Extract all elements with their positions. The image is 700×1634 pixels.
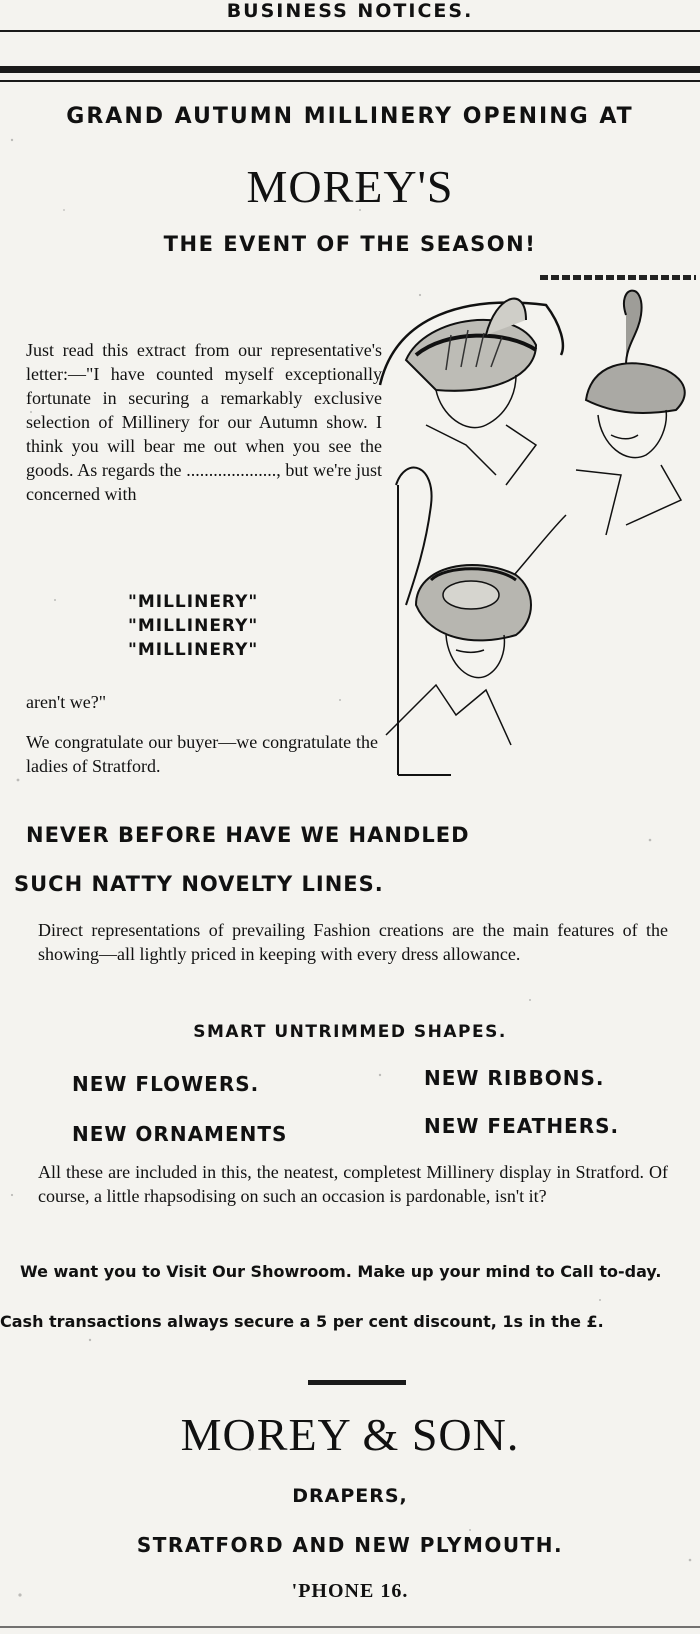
headline-store-name: MOREY'S	[246, 161, 454, 212]
footer-trade: DRAPERS,	[292, 1485, 408, 1507]
footer-phone: 'PHONE 16.	[291, 1580, 409, 1602]
millinery-line-3: "MILLINERY"	[128, 640, 259, 660]
untrimmed-shapes-heading: SMART UNTRIMMED SHAPES.	[193, 1022, 507, 1042]
headline-opening: GRAND AUTUMN MILLINERY OPENING AT	[66, 104, 634, 129]
cash-discount-line: Cash transactions always secure a 5 per cent discount, 1s in the £.	[0, 1312, 604, 1331]
direct-representations-paragraph: Direct representations of prevailing Fashion creations are the main features of the showing—all lightly priced in keeping with every dress allowance.	[38, 920, 668, 964]
bottom-rule	[0, 1626, 700, 1628]
headline-tagline: THE EVENT OF THE SEASON!	[163, 232, 537, 256]
new-ornaments-label: NEW ORNAMENTS	[72, 1122, 288, 1146]
visit-showroom-line: We want you to Visit Our Showroom. Make up your mind to Call to-day.	[20, 1262, 662, 1281]
millinery-line-2: "MILLINERY"	[128, 616, 259, 636]
display-paragraph: All these are included in this, the neatest, completest Millinery display in Stratford. Of course, a little rhapsodising on such an occasion is pardonable, isn't it?	[38, 1162, 668, 1206]
millinery-line-1: "MILLINERY"	[128, 592, 259, 612]
footer-towns: STRATFORD AND NEW PLYMOUTH.	[136, 1533, 564, 1557]
intro-closing: aren't we?"	[26, 692, 107, 712]
header-rule-under	[0, 80, 700, 82]
header-rule-thick	[0, 66, 700, 73]
footer-firm-name: MOREY & SON.	[180, 1409, 520, 1460]
congratulations-paragraph: We congratulate our buyer—we congratulate the ladies of Stratford.	[26, 732, 378, 776]
new-ribbons-label: NEW RIBBONS.	[424, 1066, 605, 1090]
intro-paragraph: Just read this extract from our representative's letter:—"I have counted myself exceptionally fortunate in securing a remarkably exclusive selection of Millinery for our Autumn show. I think you will bear me out when you see the goods. As regards the ...................., but we're just concerned with	[26, 340, 382, 504]
never-before-heading: NEVER BEFORE HAVE WE HANDLED	[26, 823, 470, 847]
natty-novelty-heading: SUCH NATTY NOVELTY LINES.	[14, 872, 384, 896]
new-feathers-label: NEW FEATHERS.	[424, 1114, 620, 1138]
header-rule-thin	[0, 30, 700, 32]
ladies-hats-illustration	[376, 275, 698, 800]
section-header: BUSINESS NOTICES.	[226, 0, 474, 22]
new-flowers-label: NEW FLOWERS.	[72, 1072, 260, 1096]
footer-divider	[308, 1380, 406, 1385]
